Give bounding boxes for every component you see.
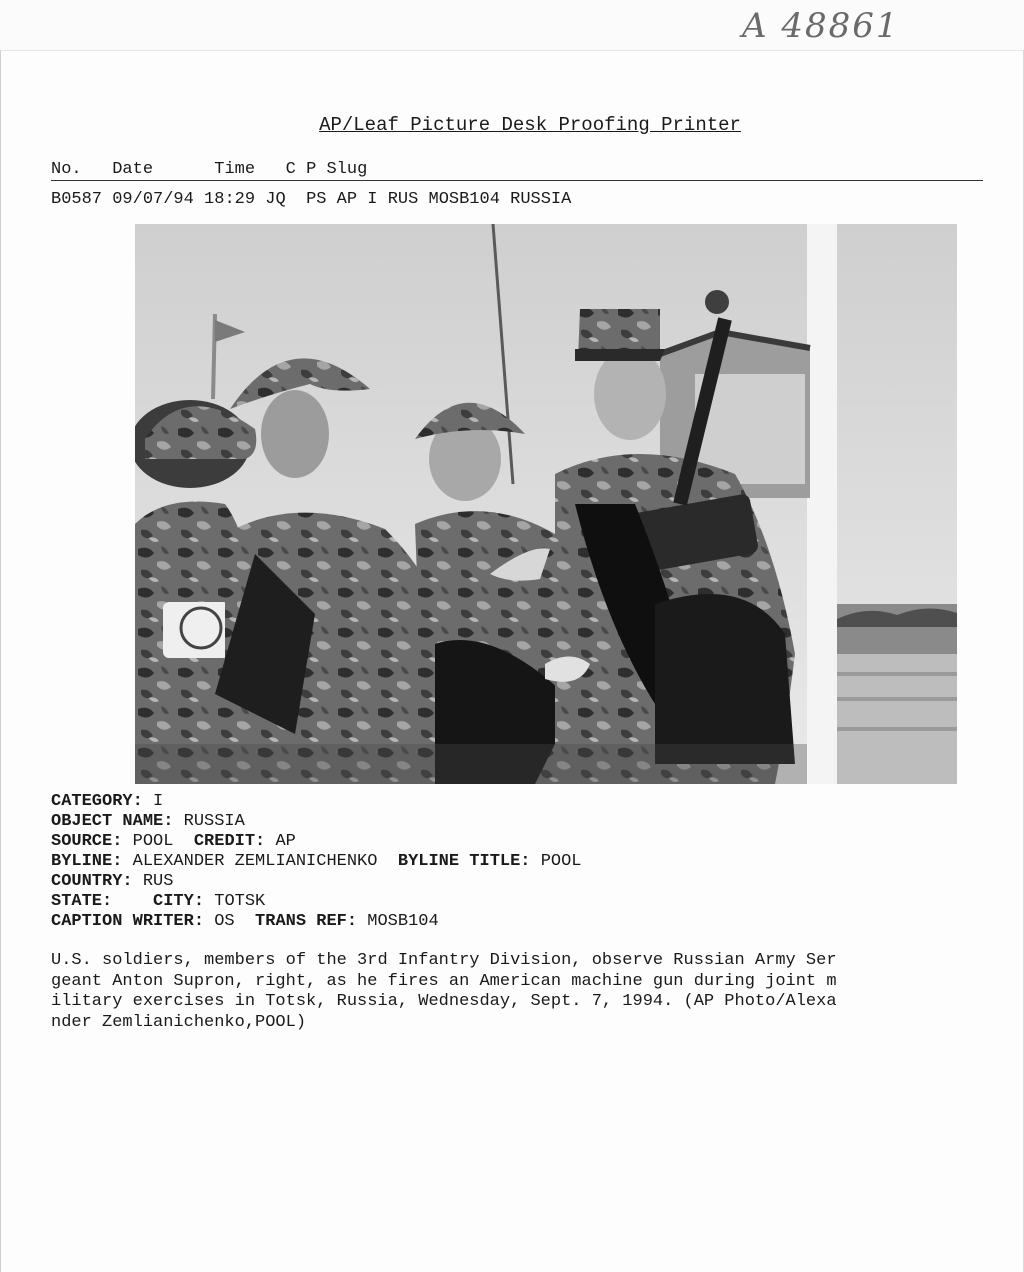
byline-label: BYLINE: xyxy=(51,852,123,871)
object-name-row xyxy=(51,812,582,832)
byline-value: ALEXANDER ZEMLIANICHENKO xyxy=(132,852,378,871)
photo-caption xyxy=(51,951,991,1033)
record-date: 09/07/94 xyxy=(112,190,194,209)
record-time: 18:29 xyxy=(204,190,256,209)
record-no: B0587 xyxy=(51,190,103,209)
caption-writer-label: CAPTION WRITER: xyxy=(51,912,205,931)
credit-value: AP xyxy=(275,832,296,851)
column-cp-slug: C P Slug xyxy=(285,160,368,179)
object-name-value: RUSSIA xyxy=(183,812,245,831)
column-header-row xyxy=(51,160,983,181)
caption-line: ilitary exercises in Totsk, Russia, Wednesday, Sept. 7, 1994. (AP Photo/Alexa xyxy=(51,992,837,1011)
country-label: COUNTRY: xyxy=(51,872,133,891)
source-row xyxy=(51,832,582,852)
credit-label: CREDIT: xyxy=(193,832,266,851)
category-label: CATEGORY: xyxy=(51,792,143,811)
column-no: No. xyxy=(51,160,82,179)
city-label: CITY: xyxy=(153,892,205,911)
object-name-label: OBJECT NAME: xyxy=(51,812,174,831)
country-value: RUS xyxy=(142,872,174,891)
category-value: I xyxy=(153,792,164,811)
byline-title-label: BYLINE TITLE: xyxy=(397,852,531,871)
handwritten-reference: A 48861 xyxy=(742,6,900,46)
caption-line: U.S. soldiers, members of the 3rd Infantry Division, observe Russian Army Ser xyxy=(51,951,837,970)
source-value: POOL xyxy=(132,832,174,851)
source-label: SOURCE: xyxy=(51,832,123,851)
country-row xyxy=(51,872,582,892)
caption-line: geant Anton Supron, right, as he fires an American machine gun during joint m xyxy=(51,971,837,991)
state-city-row xyxy=(51,892,582,912)
record-slug: PS AP I RUS MOSB104 RUSSIA xyxy=(306,190,572,209)
news-photo-soldiers-icon xyxy=(135,224,957,784)
column-time: Time xyxy=(214,160,256,179)
caption-writer-row xyxy=(51,912,582,932)
byline-title-value: POOL xyxy=(540,852,582,871)
caption-line: nder Zemlianichenko,POOL) xyxy=(51,1012,307,1032)
state-label: STATE: xyxy=(51,892,113,911)
trans-ref-value: MOSB104 xyxy=(367,912,439,931)
metadata-block xyxy=(51,792,582,932)
byline-row xyxy=(51,852,582,872)
news-photo xyxy=(135,224,957,784)
record-code: JQ xyxy=(265,190,286,209)
column-date: Date xyxy=(112,160,154,179)
city-value: TOTSK xyxy=(214,892,266,911)
caption-writer-value: OS xyxy=(214,912,235,931)
page-title: AP/Leaf Picture Desk Proofing Printer xyxy=(319,114,741,136)
category-row xyxy=(51,792,582,812)
trans-ref-label: TRANS REF: xyxy=(255,912,358,931)
record-line xyxy=(51,190,571,209)
